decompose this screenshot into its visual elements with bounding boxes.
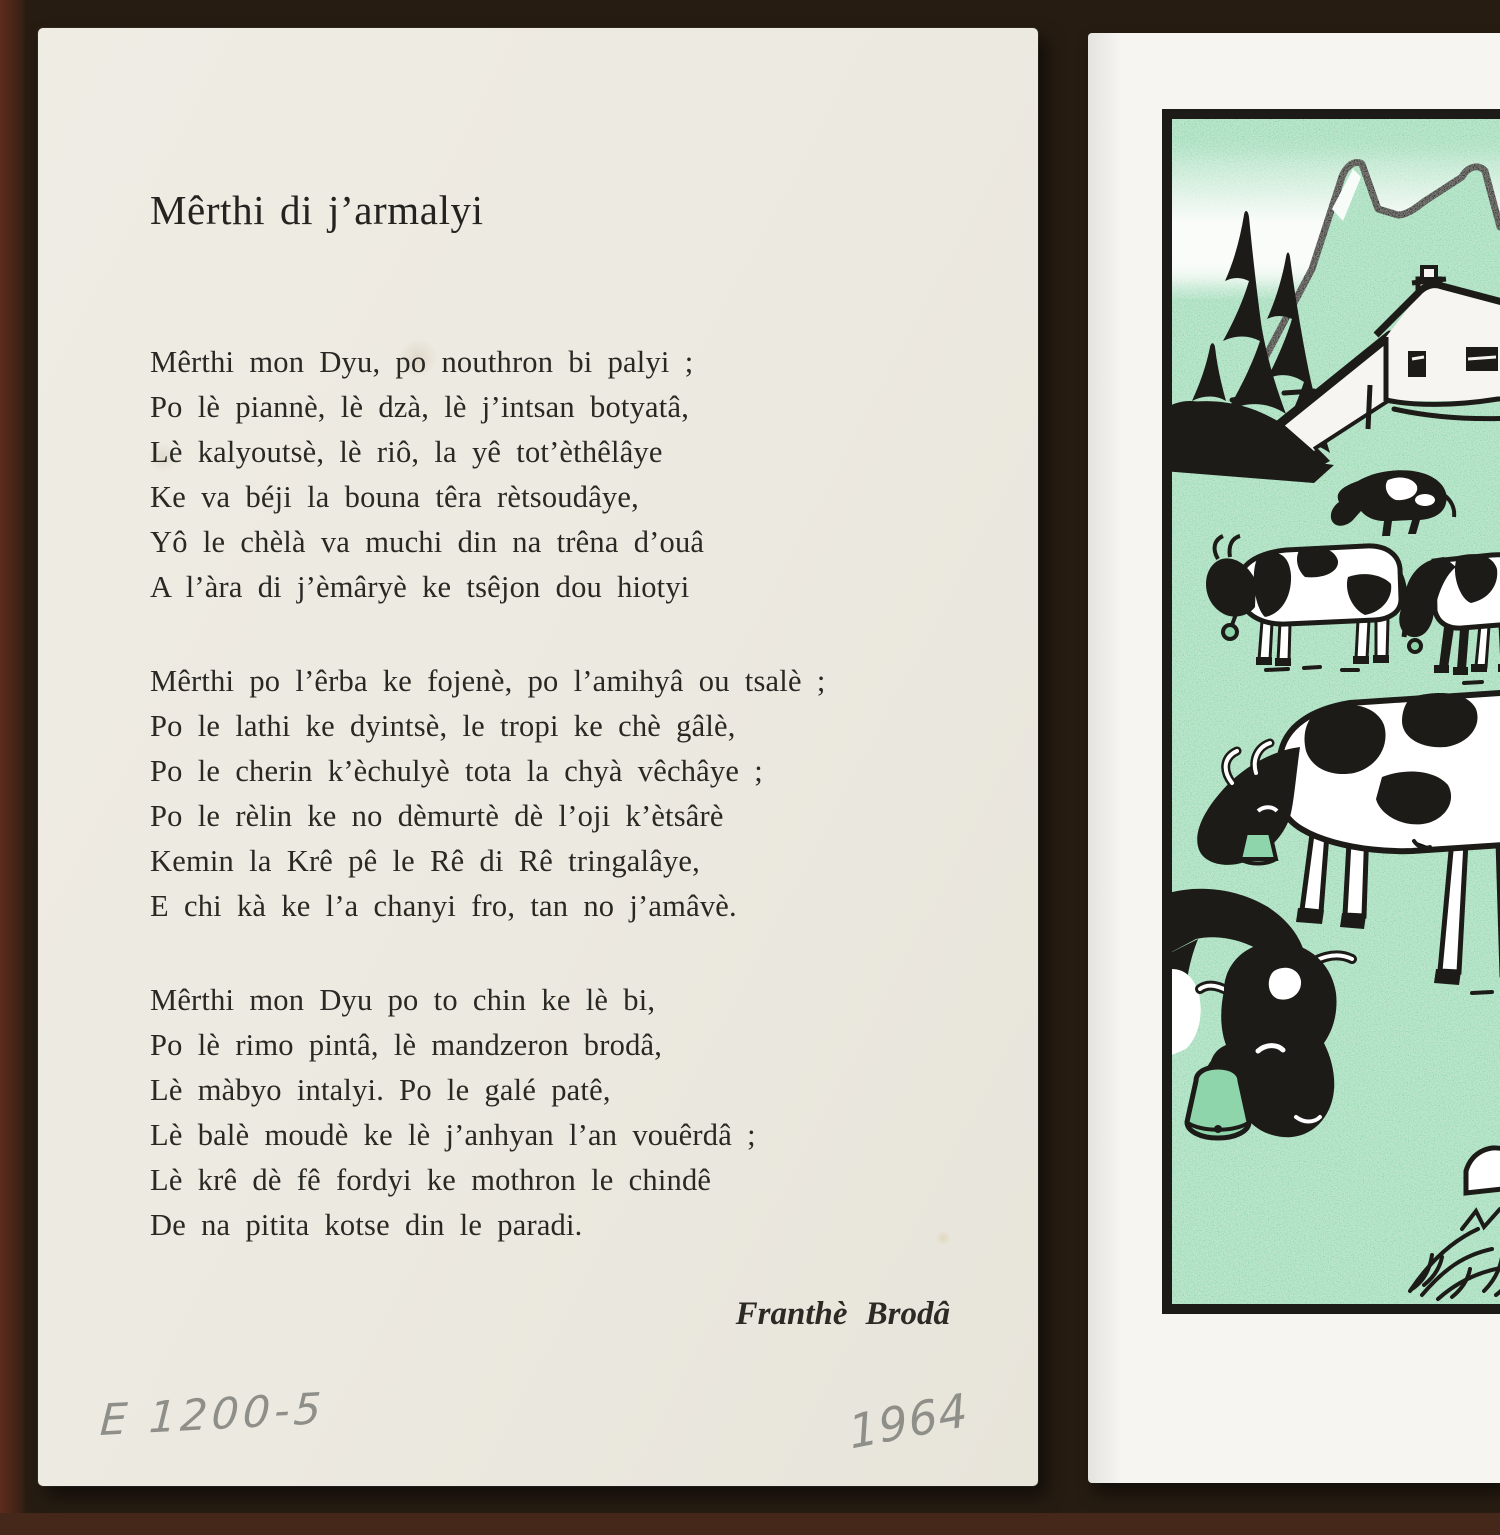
scan-edge-bottom [0, 1513, 1500, 1535]
pencil-inventory-note: E 1200-5 [98, 1384, 327, 1446]
poem-line: Po le rèlin ke no dèmurtè dè l’oji k’ètsârè [150, 799, 724, 833]
stanza-3 [150, 978, 826, 1248]
poem-line: Mêrthi mon Dyu po to chin ke lè bi, [150, 983, 656, 1017]
poem-line: Mêrthi mon Dyu, po nouthron bi palyi ; [150, 345, 694, 379]
poem-line: Lè kalyoutsè, lè riô, la yê tot’èthêlâye [150, 435, 663, 469]
cowbell [1240, 833, 1276, 859]
scan-edge-left [0, 0, 26, 1535]
poem-line: Yô le chèlà va muchi din na trêna d’ouâ [150, 525, 705, 559]
poem-line: Po le lathi ke dyintsè, le tropi ke chè gâlè, [150, 709, 736, 743]
poem-line: Lè balè moudè ke lè j’anhyan l’an vouêrdâ ; [150, 1118, 756, 1152]
poem-line: Ke va béji la bouna têra rètsoudâye, [150, 480, 639, 514]
poem-line: Po le cherin k’èchulyè tota la chyà vêchâye ; [150, 754, 763, 788]
poem-card [38, 28, 1038, 1486]
stanza-2 [150, 659, 826, 929]
poem-line: Po lè piannè, lè dzà, lè j’intsan botyatâ, [150, 390, 690, 424]
poem-line: Mêrthi po l’êrba ke fojenè, po l’amihyâ ou tsalè ; [150, 664, 826, 698]
poem-line: Lè màbyo intalyi. Po le galé patê, [150, 1073, 611, 1107]
poem-line: E chi kà ke l’a chanyi fro, tan no j’amâvè. [150, 889, 737, 923]
author-signature: Franthè Brodâ [735, 1296, 950, 1332]
alpine-cows-illustration [1162, 109, 1500, 1315]
pencil-year-note: 1964 [845, 1382, 972, 1460]
poem-line: Lè krê dè fê fordyi ke mothron le chindê [150, 1163, 712, 1197]
poem-line: A l’àra di j’èmâryè ke tsêjon dou hiotyi [150, 570, 690, 604]
illustration-card [1088, 33, 1500, 1483]
poem-line: Po lè rimo pintâ, lè mandzeron brodâ, [150, 1028, 663, 1062]
poem-line: De na pitita kotse din le paradi. [150, 1208, 583, 1242]
poem-body [150, 340, 826, 1297]
poem-line: Kemin la Krê pê le Rê di Rê tringalâye, [150, 844, 700, 878]
cowbell [1223, 625, 1237, 639]
cowbell [1409, 640, 1421, 652]
stanza-1 [150, 340, 826, 610]
poem-title: Mêrthi di j’armalyi [150, 187, 484, 233]
